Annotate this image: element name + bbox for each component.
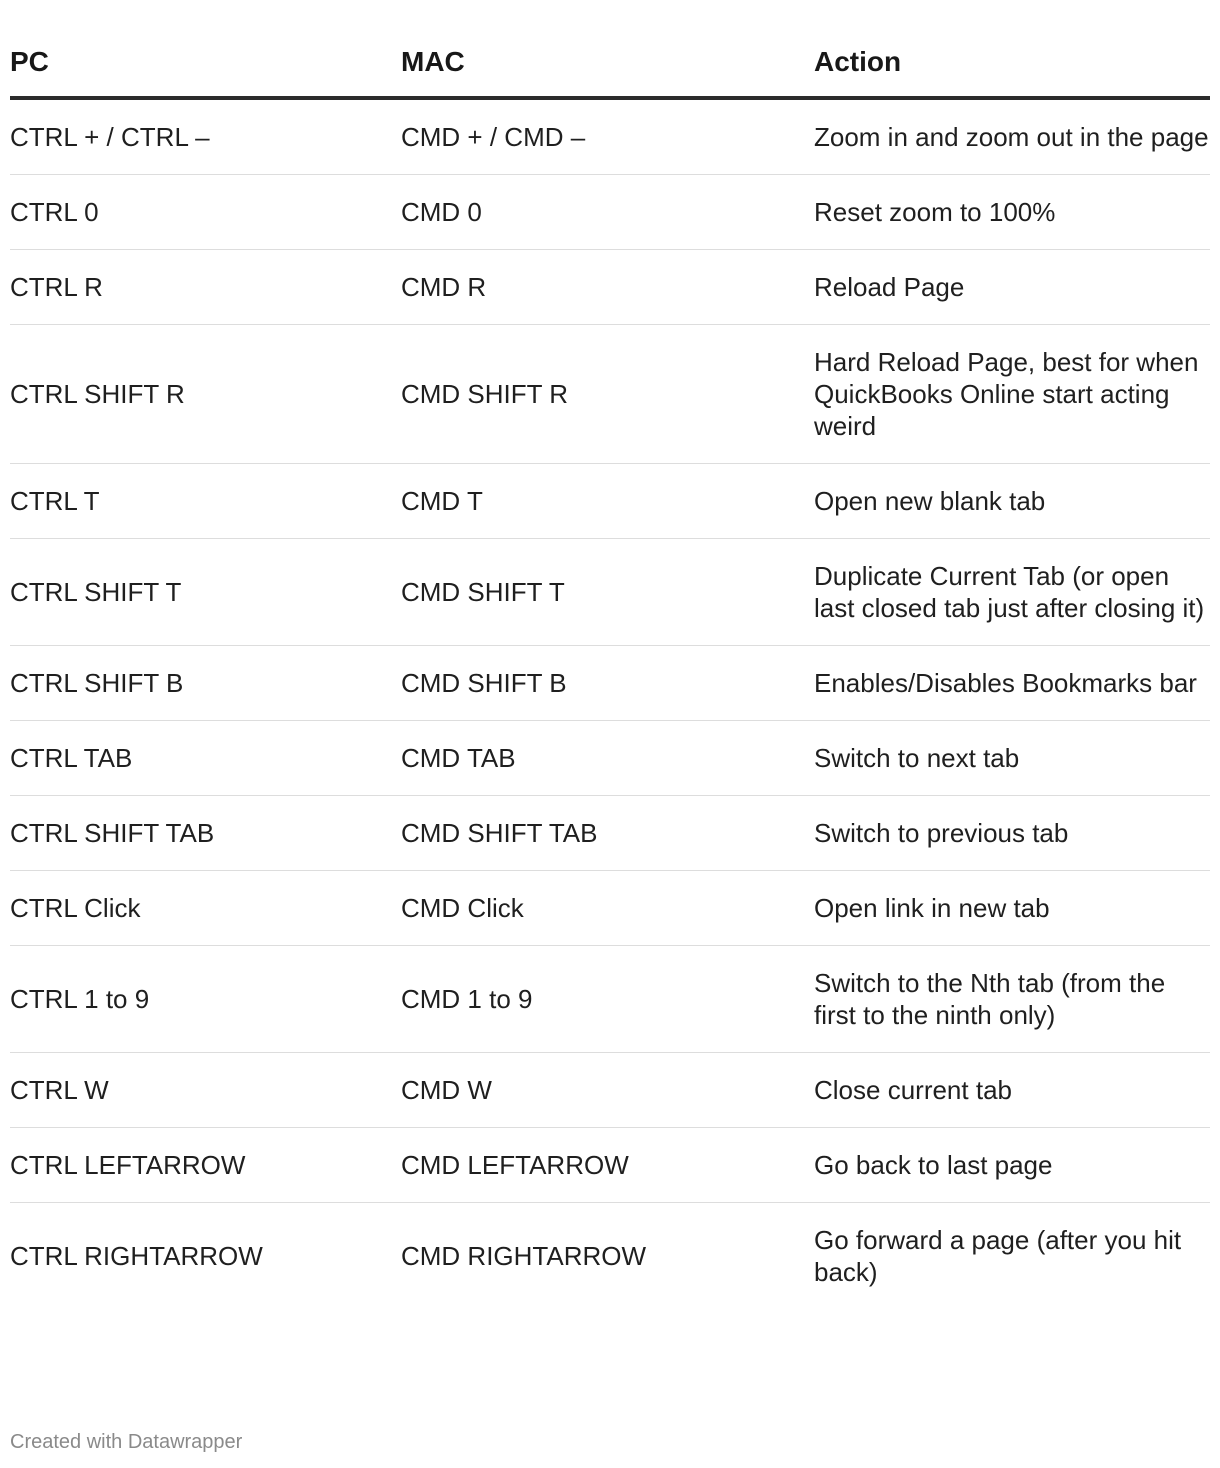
- cell-mac: CMD RIGHTARROW: [401, 1241, 647, 1271]
- table-row: [10, 539, 1210, 646]
- cell-pc: CTRL R: [10, 250, 401, 325]
- cell-mac: CMD T: [401, 464, 814, 539]
- table-row: [10, 464, 1210, 539]
- cell-mac: CMD SHIFT T: [401, 539, 814, 646]
- table-row: [10, 646, 1210, 721]
- cell-pc: CTRL LEFTARROW: [10, 1128, 401, 1203]
- column-header-pc-label: PC: [10, 46, 49, 77]
- cell-pc: CTRL T: [10, 464, 401, 539]
- cell-action: Switch to the Nth tab (from the first to the ninth only): [814, 946, 1210, 1053]
- table-row: [10, 1128, 1210, 1203]
- column-header-mac-label: MAC: [401, 46, 465, 77]
- shortcuts-table-container: [10, 38, 1210, 1309]
- cell-action: Switch to previous tab: [814, 796, 1210, 871]
- cell-action: Zoom in and zoom out in the page: [814, 98, 1210, 175]
- column-header-action[interactable]: [814, 38, 1210, 98]
- cell-pc: CTRL SHIFT R: [10, 325, 401, 464]
- cell-action: Open new blank tab: [814, 464, 1210, 539]
- cell-mac: CMD R: [401, 250, 814, 325]
- cell-mac: CMD SHIFT TAB: [401, 796, 814, 871]
- cell-action: Switch to next tab: [814, 721, 1210, 796]
- cell-mac: CMD TAB: [401, 721, 814, 796]
- cell-action: Go forward a page (after you hit back): [814, 1225, 1182, 1287]
- cell-action: Enables/Disables Bookmarks bar: [814, 646, 1210, 721]
- cell-mac: CMD W: [401, 1053, 814, 1128]
- cell-mac: CMD Click: [401, 871, 814, 946]
- table-row: [10, 325, 1210, 464]
- table-body: [10, 98, 1210, 1309]
- cell-pc: CTRL W: [10, 1053, 401, 1128]
- cell-pc: CTRL TAB: [10, 721, 401, 796]
- table-row: [10, 1203, 1210, 1310]
- column-header-action-label: Action: [814, 46, 902, 77]
- cell-action: Go back to last page: [814, 1128, 1210, 1203]
- cell-pc: CTRL 0: [10, 175, 401, 250]
- table-row: [10, 250, 1210, 325]
- cell-action: Duplicate Current Tab (or open last closed tab just after closing it): [814, 539, 1210, 646]
- cell-mac: CMD + / CMD –: [401, 98, 814, 175]
- datawrapper-credit: Created with Datawrapper: [10, 1431, 243, 1453]
- cell-pc: CTRL SHIFT TAB: [10, 796, 401, 871]
- cell-mac: CMD 0: [401, 175, 814, 250]
- cell-mac: CMD SHIFT B: [401, 646, 814, 721]
- cell-action: Open link in new tab: [814, 871, 1210, 946]
- cell-mac: CMD LEFTARROW: [401, 1128, 814, 1203]
- table-row: [10, 796, 1210, 871]
- cell-pc: CTRL Click: [10, 871, 401, 946]
- table-row: [10, 1053, 1210, 1128]
- table-row: [10, 175, 1210, 250]
- column-header-pc[interactable]: [10, 38, 401, 98]
- cell-action: Reset zoom to 100%: [814, 175, 1210, 250]
- column-header-mac[interactable]: [401, 38, 814, 98]
- cell-mac: CMD 1 to 9: [401, 946, 814, 1053]
- cell-pc: CTRL 1 to 9: [10, 946, 401, 1053]
- cell-pc: CTRL SHIFT B: [10, 646, 401, 721]
- cell-pc: CTRL RIGHTARROW: [10, 1241, 263, 1271]
- cell-action: Hard Reload Page, best for when QuickBooks Online start acting weird: [814, 325, 1210, 464]
- shortcuts-table: [10, 38, 1210, 1309]
- cell-mac: CMD SHIFT R: [401, 325, 814, 464]
- table-row: [10, 721, 1210, 796]
- table-row: [10, 946, 1210, 1053]
- cell-action: Reload Page: [814, 250, 1210, 325]
- cell-action: Close current tab: [814, 1053, 1210, 1128]
- cell-pc: CTRL SHIFT T: [10, 539, 401, 646]
- table-row: [10, 871, 1210, 946]
- table-header-row: [10, 38, 1210, 98]
- table-row: [10, 98, 1210, 175]
- cell-pc: CTRL + / CTRL –: [10, 98, 401, 175]
